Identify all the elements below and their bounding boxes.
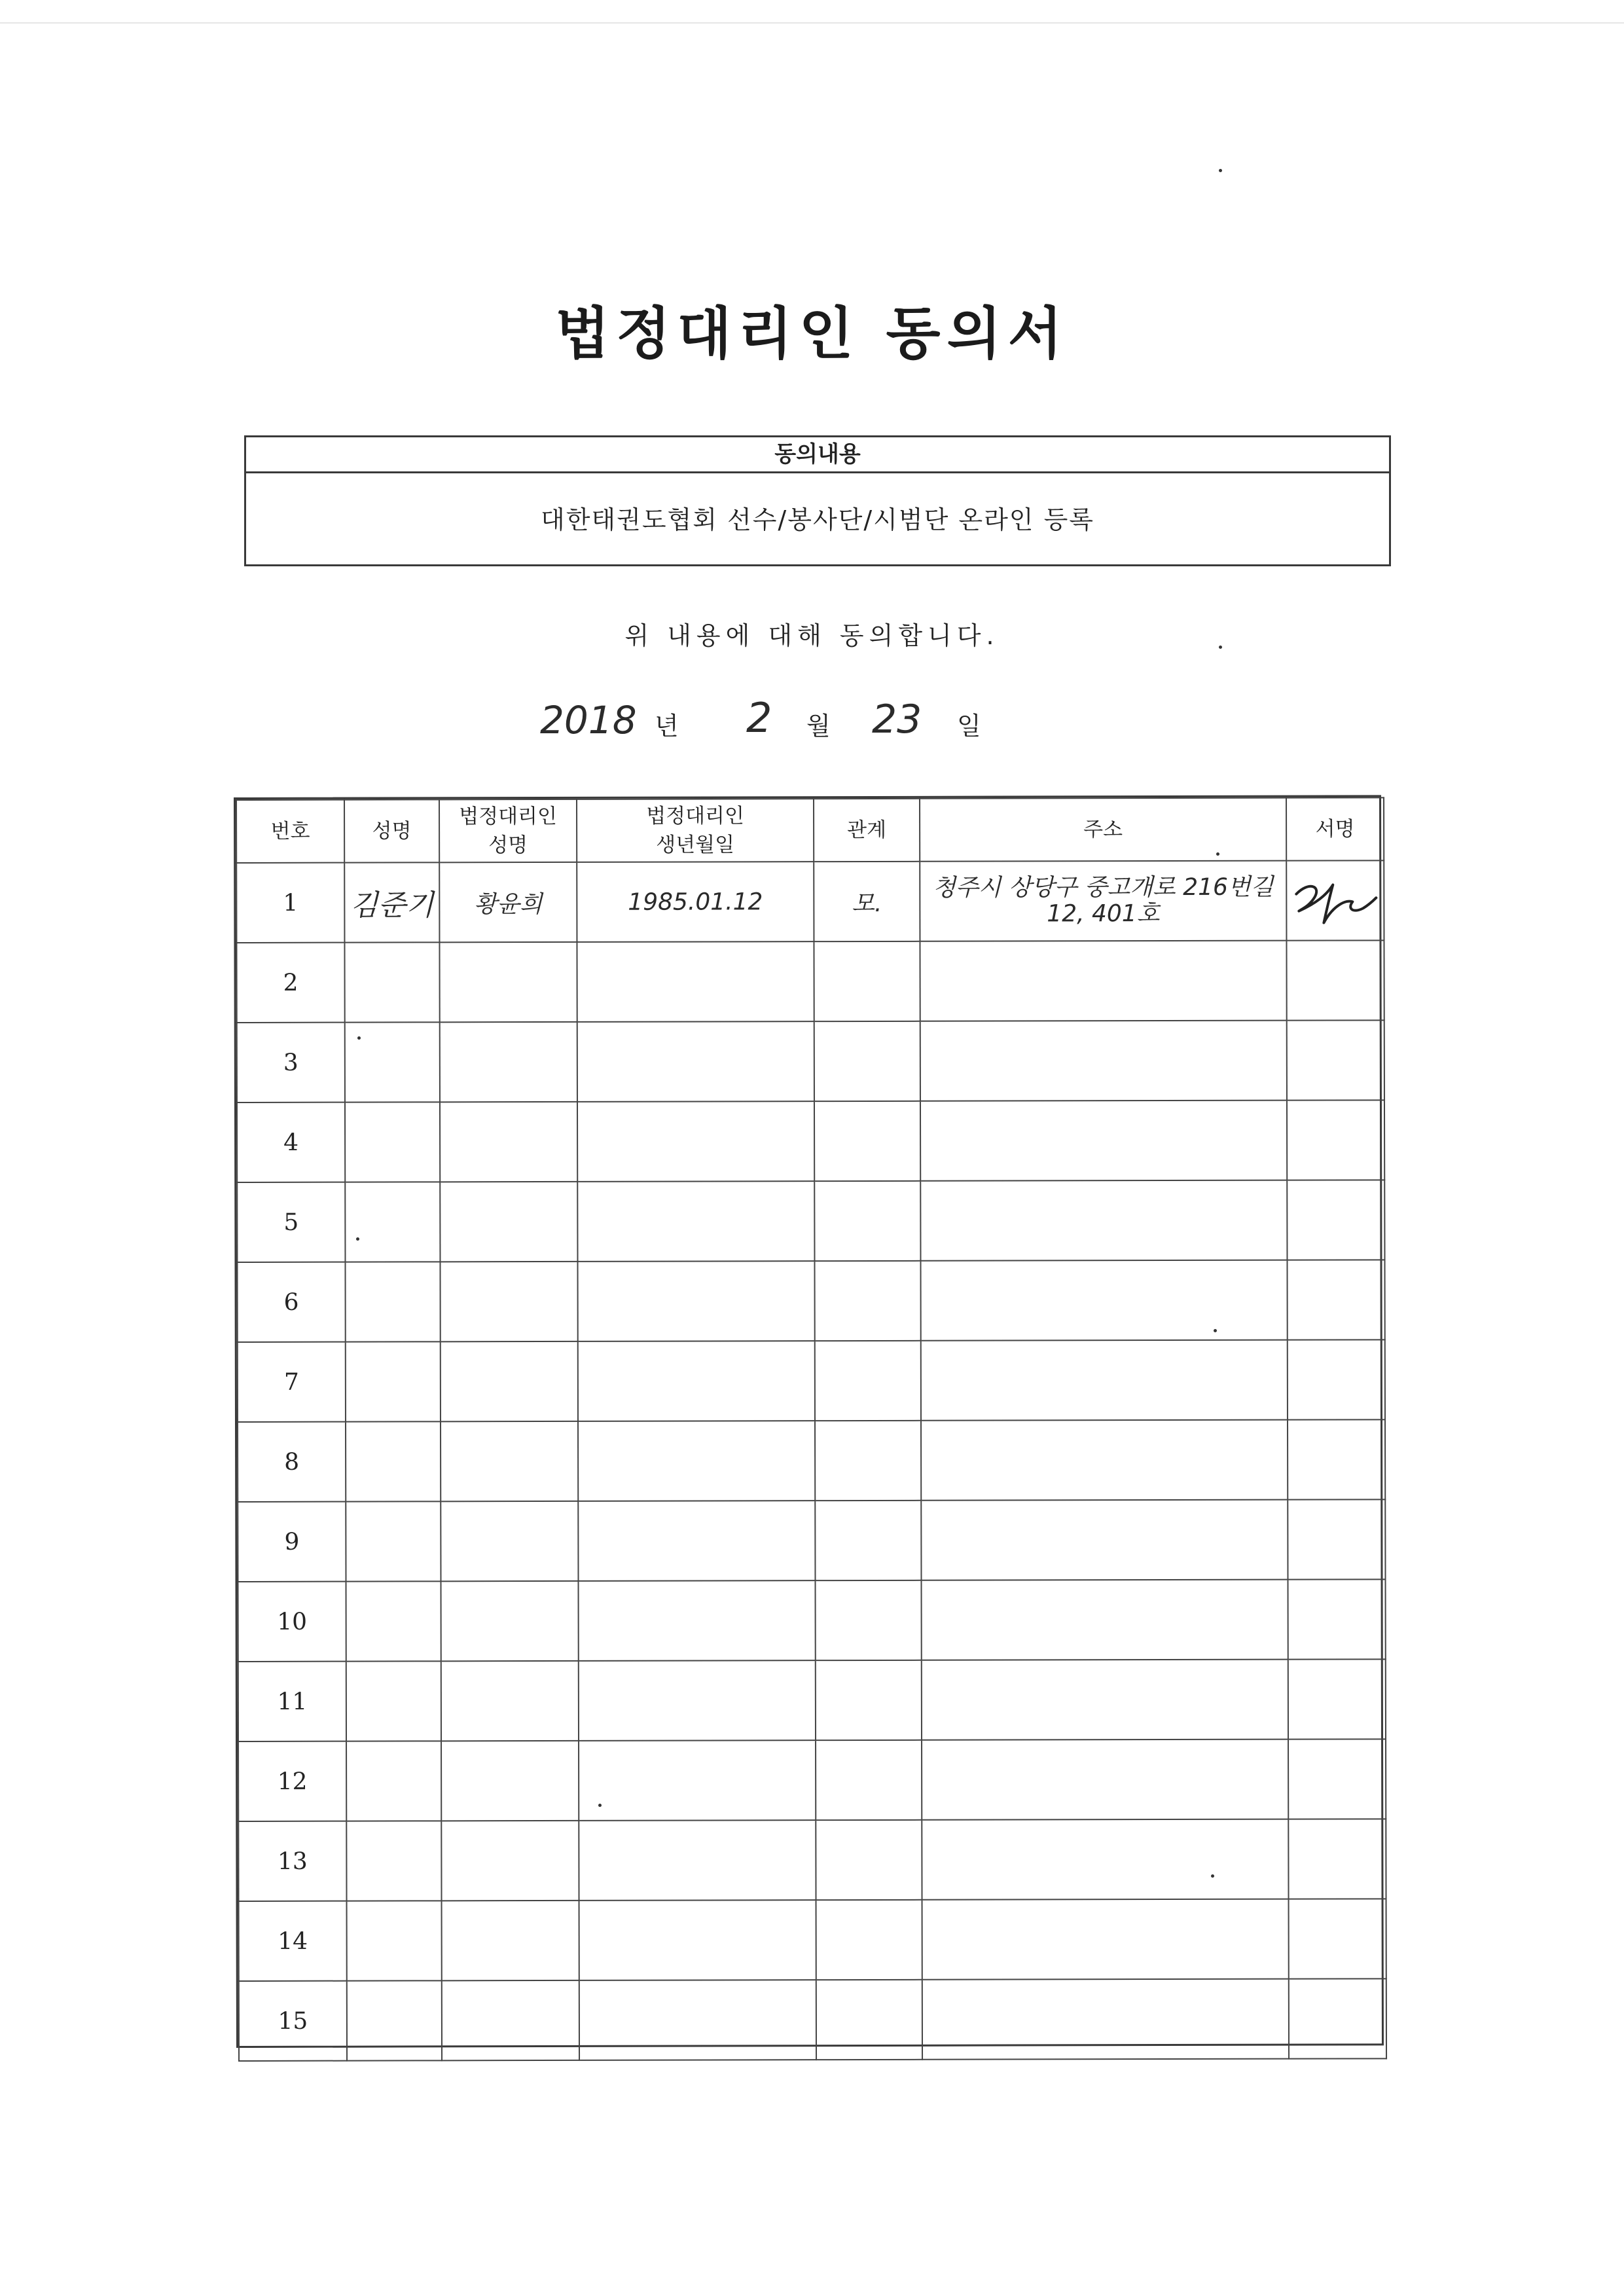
cell-empty <box>579 1820 816 1901</box>
consent-text: 대한태권도협회 선수/봉사단/시범단 온라인 등록 <box>540 505 1094 534</box>
cell-empty <box>922 1979 1289 2060</box>
cell-empty <box>1288 1579 1386 1659</box>
date-day-label: 일 <box>957 712 981 740</box>
scan-speck <box>356 1237 359 1241</box>
date-month-label: 월 <box>806 712 831 740</box>
cell-empty <box>816 1900 922 1980</box>
cell-empty <box>577 1101 814 1182</box>
cell-empty <box>441 1501 578 1581</box>
scan-speck <box>1214 1329 1217 1332</box>
cell-empty <box>578 1501 815 1581</box>
cell-empty <box>1289 1978 1386 2058</box>
scan-edge-line <box>0 22 1624 24</box>
cell-empty <box>921 1500 1288 1580</box>
cell-empty <box>922 1819 1288 1900</box>
cell-empty <box>578 1421 815 1501</box>
table-row <box>238 1499 1385 1582</box>
scan-speck <box>1211 1874 1214 1878</box>
header-relation: 관계 <box>814 799 920 862</box>
relation-handwritten: 모. <box>814 862 920 941</box>
address-line2: 12, 401호 <box>1047 900 1160 928</box>
table-row <box>239 1899 1386 1981</box>
scan-speck <box>1219 646 1222 649</box>
cell-empty <box>922 1740 1288 1820</box>
row-number: 6 <box>237 1262 345 1342</box>
row-number: 2 <box>236 943 344 1023</box>
cell-empty <box>346 1501 441 1581</box>
row-number: 13 <box>238 1821 346 1901</box>
cell-empty <box>815 1501 921 1580</box>
cell-empty <box>441 1741 579 1821</box>
date-month-handwritten: 2 <box>746 694 772 742</box>
cell-empty <box>1289 1899 1386 1978</box>
cell-empty <box>345 1022 440 1102</box>
cell-empty <box>579 1580 816 1661</box>
row-number: 1 <box>236 863 344 943</box>
cell-empty <box>921 1340 1288 1421</box>
header-signature: 서명 <box>1286 797 1384 860</box>
cell-empty <box>346 1421 441 1501</box>
cell-empty <box>441 1421 578 1501</box>
cell-empty <box>816 1660 922 1740</box>
cell-empty <box>442 1980 579 2060</box>
header-address: 주소 <box>920 798 1286 862</box>
header-guardian-name-line2: 성명 <box>488 833 528 858</box>
scan-speck <box>1216 852 1219 856</box>
cell-empty <box>922 1580 1288 1660</box>
cell-empty <box>579 1660 816 1741</box>
cell-empty <box>920 1101 1287 1181</box>
cell-empty <box>1286 940 1384 1020</box>
cell-empty <box>440 1262 577 1341</box>
cell-empty <box>442 1901 579 1980</box>
header-guardian-name <box>439 799 577 862</box>
guardian-register-table <box>234 795 1384 2048</box>
student-name-handwritten: 김준기 <box>344 862 439 942</box>
cell-empty <box>920 1260 1287 1341</box>
table-row <box>237 1020 1384 1102</box>
signature-cell <box>1286 860 1384 940</box>
cell-empty <box>441 1341 578 1421</box>
header-name: 성명 <box>344 799 439 862</box>
cell-empty <box>441 1661 579 1741</box>
cell-empty <box>345 1262 440 1341</box>
cell-empty <box>346 1821 441 1901</box>
cell-empty <box>816 1580 922 1660</box>
cell-empty <box>814 1261 920 1341</box>
table-row <box>238 1819 1386 1901</box>
cell-empty <box>920 1021 1287 1101</box>
cell-empty <box>577 1021 814 1102</box>
guardian-name-handwritten: 황윤희 <box>439 862 577 942</box>
table-row <box>238 1579 1386 1662</box>
cell-empty <box>344 942 439 1022</box>
cell-empty <box>440 1102 577 1182</box>
table-row <box>237 1100 1384 1182</box>
cell-empty <box>1287 1020 1384 1100</box>
row-number: 7 <box>238 1342 346 1422</box>
row-number: 4 <box>237 1102 345 1182</box>
cell-empty <box>922 1899 1289 1980</box>
cell-empty <box>816 1820 922 1900</box>
cell-empty <box>1288 1739 1386 1819</box>
row-number: 11 <box>238 1662 346 1741</box>
cell-empty <box>815 1421 921 1501</box>
handwritten-signature <box>1290 867 1381 933</box>
cell-empty <box>1288 1419 1385 1499</box>
table-header-row <box>236 797 1384 863</box>
address-handwritten <box>920 861 1286 941</box>
table-row <box>238 1659 1386 1741</box>
cell-empty <box>816 1980 922 2060</box>
cell-empty <box>920 1180 1287 1261</box>
header-number: 번호 <box>236 800 344 863</box>
date-day-handwritten: 23 <box>872 697 922 742</box>
row-number: 8 <box>238 1422 346 1502</box>
header-guardian-birth-line2: 생년월일 <box>656 833 735 857</box>
scan-speck <box>1219 169 1222 172</box>
cell-empty <box>814 1181 920 1261</box>
row-number: 10 <box>238 1582 346 1662</box>
scan-speck <box>357 1036 361 1040</box>
document-title: 법정대리인 동의서 <box>555 301 1069 367</box>
cell-empty <box>814 941 920 1021</box>
row-number: 14 <box>239 1901 347 1981</box>
cell-empty <box>1287 1180 1384 1260</box>
row-number: 9 <box>238 1502 346 1582</box>
cell-empty <box>1288 1499 1385 1579</box>
row-number: 15 <box>239 1981 347 2061</box>
cell-empty <box>814 1021 920 1101</box>
date-line <box>0 694 1624 746</box>
cell-empty <box>578 1341 815 1421</box>
cell-empty <box>441 1821 579 1901</box>
table-row <box>239 1978 1386 2061</box>
cell-empty <box>345 1182 440 1262</box>
cell-empty <box>440 1182 577 1262</box>
cell-empty <box>346 1661 441 1741</box>
cell-empty <box>922 1660 1288 1740</box>
table-row <box>237 1260 1384 1342</box>
cell-empty <box>921 1420 1288 1501</box>
cell-empty <box>1288 1819 1386 1899</box>
date-year-handwritten: 2018 <box>540 698 637 742</box>
cell-empty <box>816 1740 922 1820</box>
cell-empty <box>577 941 814 1022</box>
row-number: 12 <box>238 1741 346 1821</box>
cell-empty <box>814 1101 920 1181</box>
cell-empty <box>1288 1659 1386 1739</box>
header-guardian-name-line1: 법정대리인 <box>459 804 557 829</box>
row-number: 5 <box>237 1182 345 1262</box>
table-row <box>236 940 1384 1023</box>
consent-box <box>244 435 1391 566</box>
table-row <box>238 1419 1385 1502</box>
cell-empty <box>345 1102 440 1182</box>
cell-empty <box>347 1901 442 1980</box>
cell-empty <box>579 1900 816 1980</box>
consent-header: 동의내용 <box>246 437 1389 473</box>
cell-empty <box>440 1022 577 1102</box>
cell-empty <box>579 1980 816 2060</box>
header-guardian-birth-line1: 법정대리인 <box>646 804 744 828</box>
cell-empty <box>346 1741 441 1821</box>
cell-empty <box>347 1980 442 2060</box>
cell-empty <box>439 942 577 1022</box>
scan-speck <box>598 1804 602 1807</box>
cell-empty <box>1288 1339 1385 1419</box>
cell-empty <box>579 1740 816 1821</box>
cell-empty <box>346 1341 441 1421</box>
table-row <box>237 1180 1384 1262</box>
cell-empty <box>1287 1100 1384 1180</box>
guardian-birth-handwritten: 1985.01.12 <box>577 862 814 942</box>
table-row <box>238 1339 1385 1422</box>
cell-empty <box>441 1581 579 1661</box>
cell-empty <box>577 1261 814 1341</box>
date-year-label: 년 <box>655 712 679 740</box>
row-number: 3 <box>237 1023 345 1102</box>
cell-empty <box>346 1581 441 1661</box>
address-line1: 청주시 상당구 중고개로 216번길 <box>933 873 1274 902</box>
cell-empty <box>1287 1260 1384 1339</box>
cell-empty <box>815 1341 921 1421</box>
table-row <box>238 1739 1386 1821</box>
cell-empty <box>920 941 1286 1021</box>
table-row <box>236 860 1384 943</box>
cell-empty <box>577 1181 814 1262</box>
agreement-statement: 위 내용에 대해 동의합니다. <box>624 621 1000 650</box>
header-guardian-birth <box>577 799 814 862</box>
